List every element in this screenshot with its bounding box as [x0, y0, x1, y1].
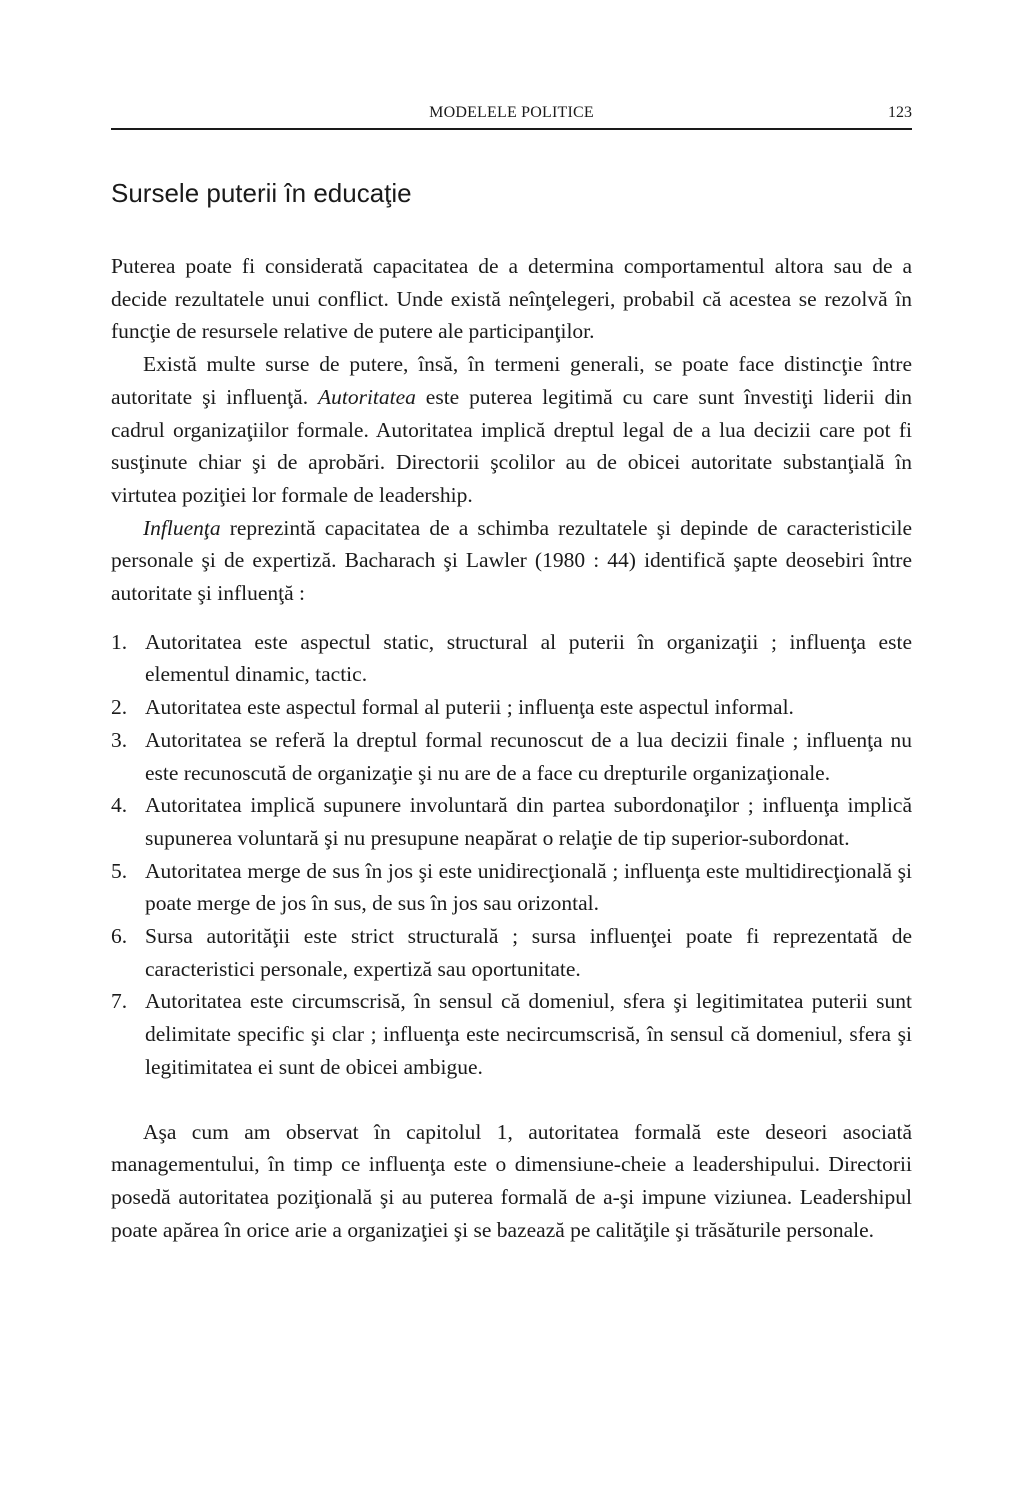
differences-list — [111, 626, 912, 1084]
paragraph-influence-body: reprezintă capacitatea de a schimba rezultatele şi depinde de caracteristicile personale şi de expertiză. Bacharach şi Lawler (1980 : 44) identifică şapte deosebiri între autoritate şi influenţă : — [111, 515, 912, 606]
term-influence: Influenţa — [143, 515, 221, 540]
list-number: 3. — [111, 727, 128, 752]
paragraph-power-definition: Puterea poate fi considerată capacitatea de a determina comportamentul altora sau de a decide rezultatele unui conflict. Unde există neînţelegeri, probabil că acestea se rezolvă în funcţie de resursele relative de putere ale participanţilor. — [111, 254, 912, 344]
list-text: Autoritatea se referă la dreptul formal recunoscut de a lua decizii finale ; influenţa nu este recunoscută de organizaţie şi nu are de a face cu drepturile organizaţionale. — [145, 727, 912, 785]
list-text: Autoritatea este aspectul formal al puterii ; influenţa este aspectul informal. — [145, 695, 794, 720]
paragraph-influence — [111, 512, 912, 610]
running-header — [111, 102, 912, 130]
list-item — [111, 920, 912, 985]
list-item — [111, 985, 912, 1083]
section-title: Sursele puterii în educaţie — [111, 178, 412, 208]
list-item — [111, 724, 912, 789]
list-number: 2. — [111, 695, 128, 720]
list-text: Autoritatea este circumscrisă, în sensul că domeniul, sfera şi legitimitatea puterii sunt delimitate specific şi clar ; influenţa este necircumscrisă, în sensul că domeniul, sfera şi legitimitatea ei sunt de obicei ambigue. — [145, 989, 912, 1079]
paragraph-authority-body: este puterea legitimă cu care sunt învestiţi liderii din cadrul organizaţiilor formale. Autoritatea implică dreptul legal de a lua decizii care pot fi susţinute chiar şi de aprobări. Directorii şcolilor au de obicei autoritate substanţială în virtutea poziţiei lor formale de leadership. — [111, 384, 913, 507]
list-number: 4. — [111, 793, 128, 818]
list-item — [111, 789, 912, 854]
list-number: 7. — [111, 989, 128, 1014]
paragraph-closing: Aşa cum am observat în capitolul 1, autoritatea formală este deseori asociată managementului, în timp ce influenţa este o dimensiune-cheie a leadershipului. Directorii posedă autoritatea poziţională şi au puterea formală de a-şi impune viziunea. Leadershipul poate apărea în orice arie a organizaţiei şi se bazează pe calităţile şi trăsăturile personale. — [111, 1119, 912, 1242]
page-number: 123 — [888, 104, 912, 121]
body-text — [111, 250, 912, 1246]
list-item — [111, 855, 912, 920]
list-number: 1. — [111, 629, 128, 654]
list-text: Autoritatea implică supunere involuntară din partea subordonaţilor ; influenţa implică supunerea voluntară şi nu presupune neapărat o relaţie de tip superior-subordonat. — [145, 793, 912, 850]
list-text: Autoritatea merge de sus în jos şi este unidirecţională ; influenţa este multidirecţională şi poate merge de jos în sus, de sus în jos sau orizontal. — [145, 858, 912, 916]
list-number: 6. — [111, 924, 128, 949]
paragraph-authority — [111, 348, 912, 512]
list-number: 5. — [111, 858, 128, 883]
running-title: MODELELE POLITICE — [429, 104, 594, 121]
list-item — [111, 691, 912, 724]
list-text: Sursa autorităţii este strict structurală ; sursa influenţei poate fi reprezentată de caracteristici personale, expertiză sau oportunitate. — [145, 924, 912, 981]
term-authority: Autoritatea — [317, 384, 416, 409]
list-text: Autoritatea este aspectul static, structural al puterii în organizaţii ; influenţa este elementul dinamic, tactic. — [145, 629, 912, 687]
paragraph-authority-intro: Există multe surse de putere, însă, în termeni generali, se poate face distincţie între autoritate şi influenţă. — [111, 352, 912, 409]
list-item — [111, 626, 912, 691]
